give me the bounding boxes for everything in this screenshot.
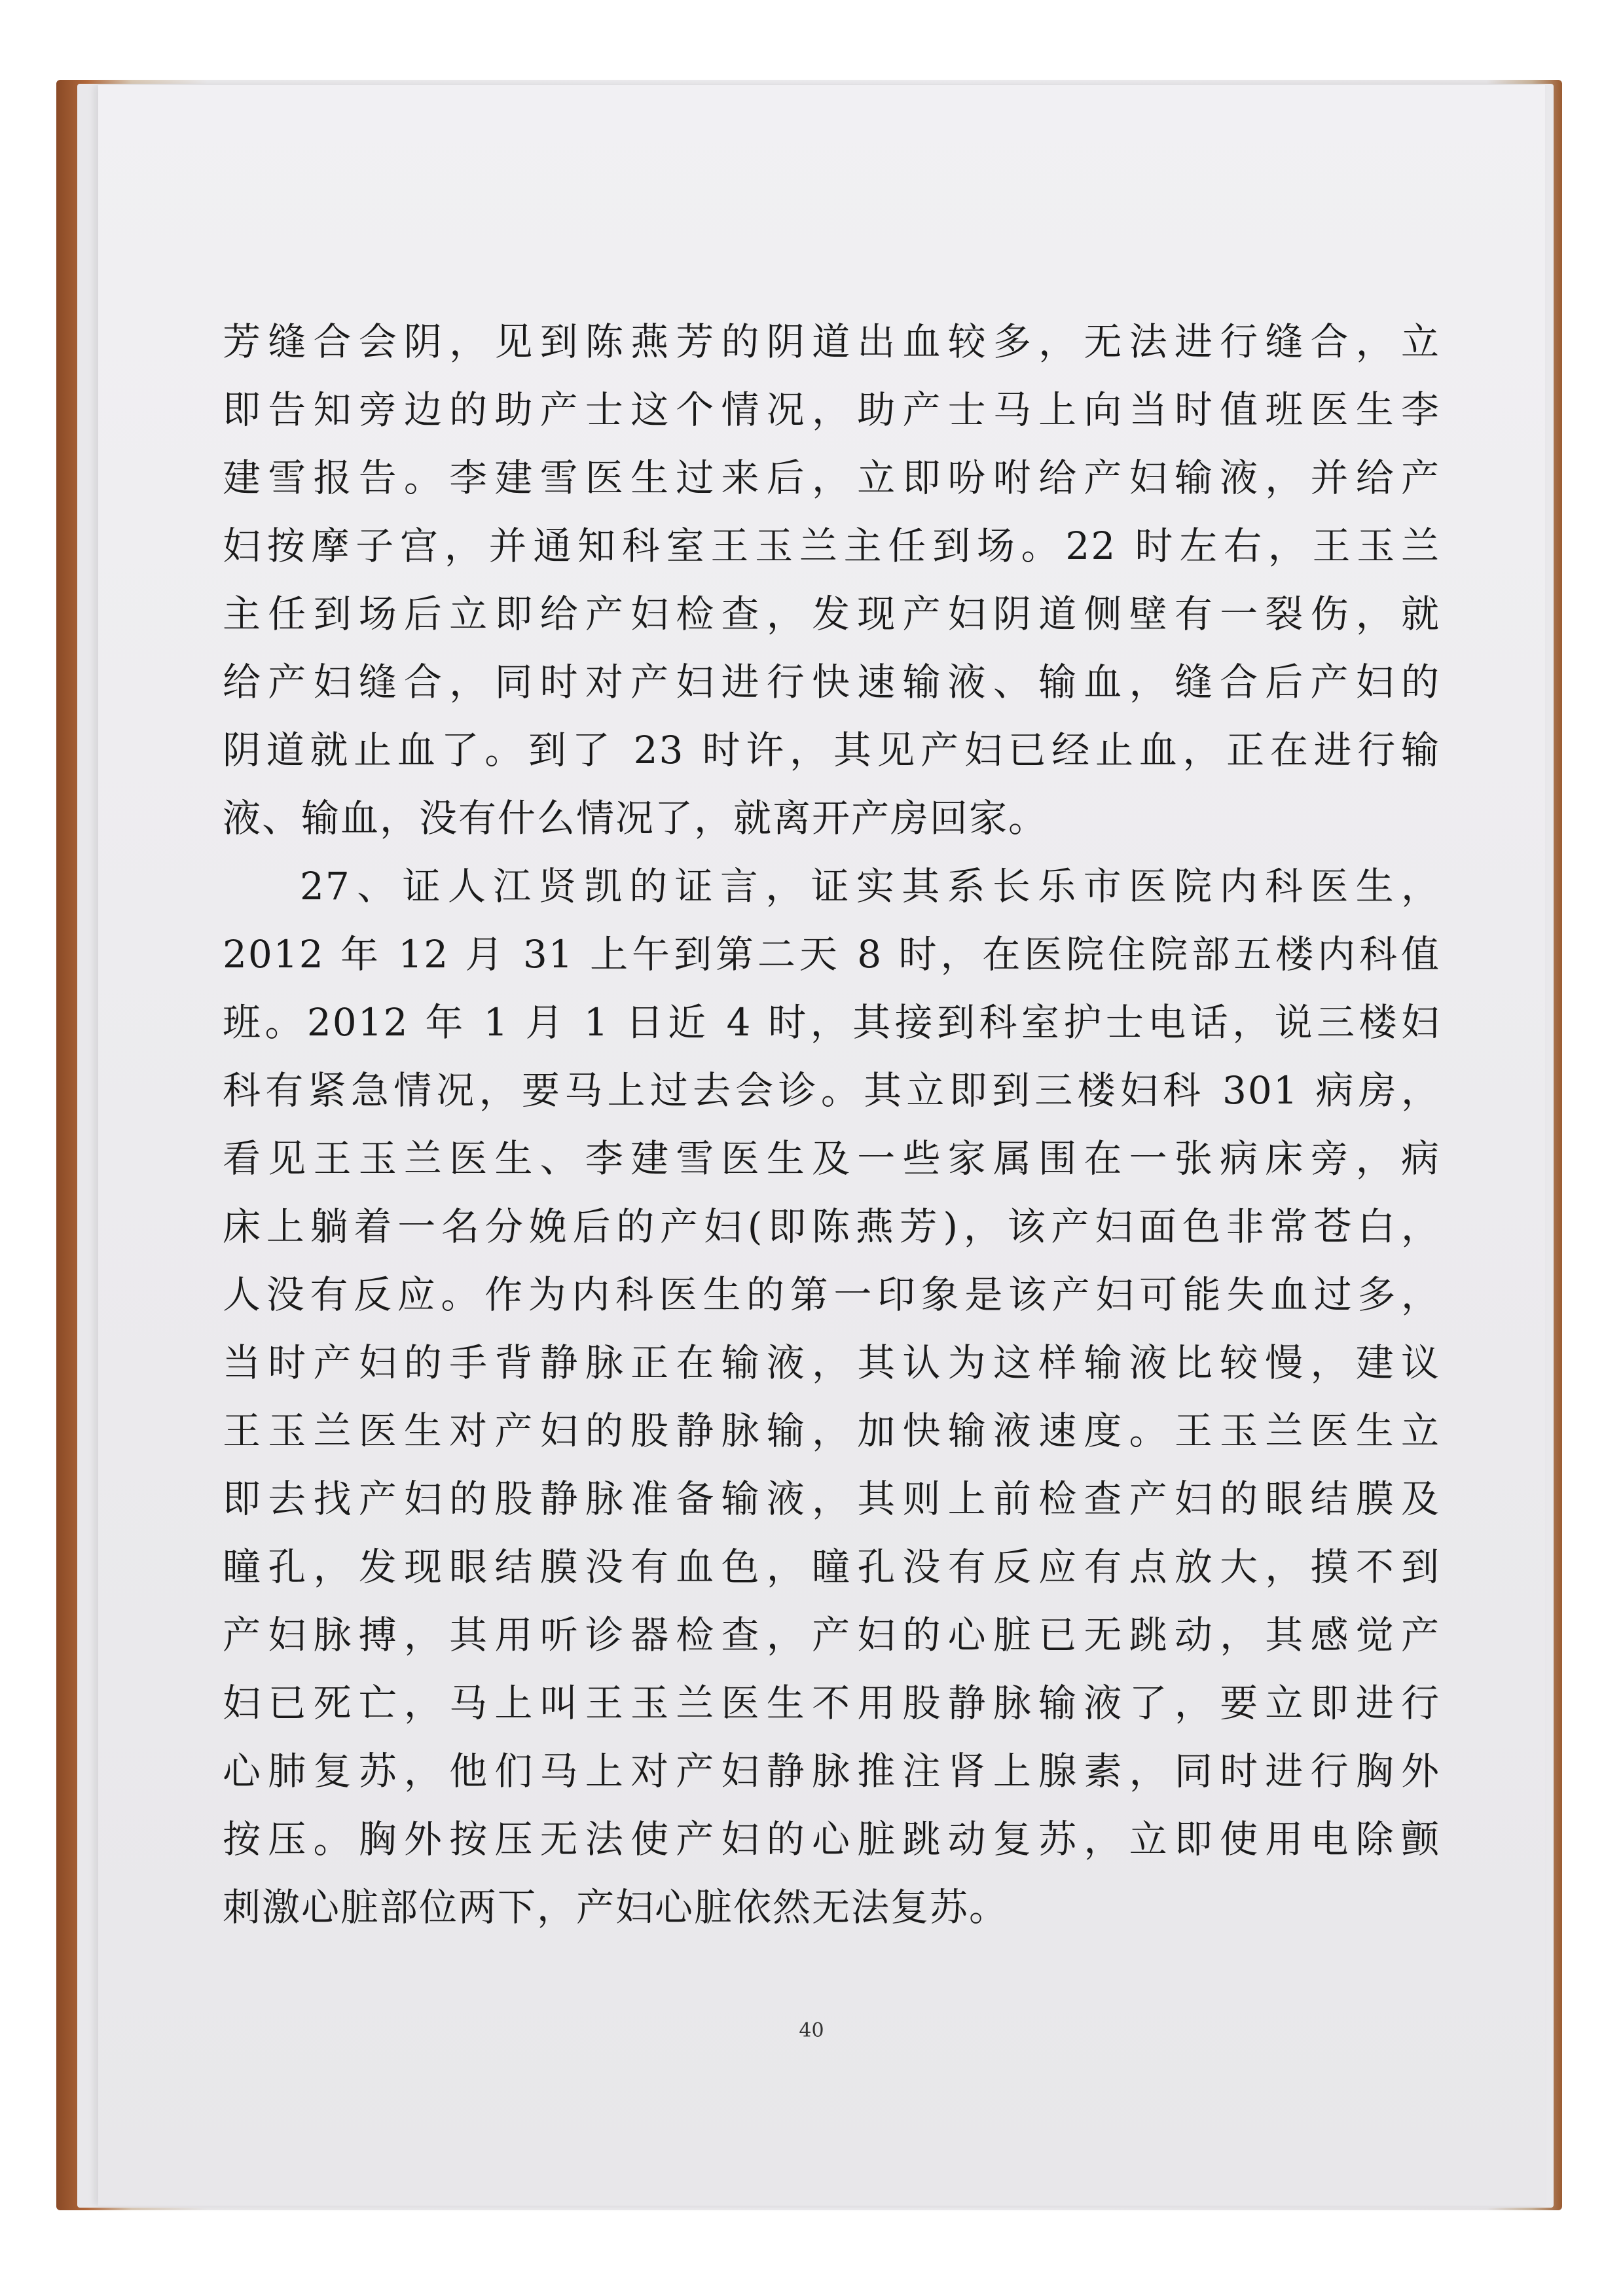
text-line: 看见王玉兰医生、李建雪医生及一些家属围在一张病床旁，病 (223, 1136, 1440, 1181)
text-line: 妇已死亡，马上叫王玉兰医生不用股静脉输液了，要立即进行 (223, 1681, 1440, 1725)
text-line: 班。2012 年 1 月 1 日近 4 时，其接到科室护士电话，说三楼妇 (223, 1000, 1440, 1045)
text-line: 按压。胸外按压无法使产妇的心脏跳动复苏，立即使用电除颤 (223, 1817, 1440, 1861)
text-line: 刺激心脏部位两下，产妇心脏依然无法复苏。 (223, 1885, 1009, 1929)
page-number: 40 (799, 2019, 824, 2042)
text-line: 科有紧急情况，要马上过去会诊。其立即到三楼妇科 301 病房， (223, 1068, 1440, 1113)
text-line: 即告知旁边的助产士这个情况，助产士马上向当时值班医生李 (223, 387, 1440, 432)
paragraph-start-line: 27、证人江贤凯的证言，证实其系长乐市医院内科医生， (300, 864, 1440, 908)
text-line: 妇按摩子宫，并通知科室王玉兰主任到场。22 时左右，王玉兰 (223, 524, 1440, 568)
text-line: 床上躺着一名分娩后的产妇(即陈燕芳)，该产妇面色非常苍白， (223, 1204, 1440, 1249)
text-line: 产妇脉搏，其用听诊器检查，产妇的心脏已无跳动，其感觉产 (223, 1613, 1440, 1657)
text-line: 即去找产妇的股静脉准备输液，其则上前检查产妇的眼结膜及 (223, 1477, 1440, 1521)
text-line: 芳缝合会阴，见到陈燕芳的阴道出血较多，无法进行缝合，立 (223, 319, 1440, 364)
text-line: 2012 年 12 月 31 上午到第二天 8 时，在医院住院部五楼内科值 (223, 932, 1440, 977)
text-line: 瞳孔，发现眼结膜没有血色，瞳孔没有反应有点放大，摸不到 (223, 1545, 1440, 1589)
text-line: 液、输血，没有什么情况了，就离开产房回家。 (223, 796, 1048, 840)
body-text (223, 308, 1440, 1941)
text-line: 建雪报告。李建雪医生过来后，立即吩咐给产妇输液，并给产 (223, 456, 1440, 500)
text-line: 阴道就止血了。到了 23 时许，其见产妇已经止血，正在进行输 (223, 728, 1440, 772)
text-line: 王玉兰医生对产妇的股静脉输，加快输液速度。王玉兰医生立 (223, 1408, 1440, 1453)
text-line: 当时产妇的手背静脉正在输液，其认为这样输液比较慢，建议 (223, 1340, 1440, 1385)
text-line: 人没有反应。作为内科医生的第一印象是该产妇可能失血过多， (223, 1272, 1440, 1317)
text-line: 给产妇缝合，同时对产妇进行快速输液、输血，缝合后产妇的 (223, 660, 1440, 704)
text-line: 心肺复苏，他们马上对产妇静脉推注肾上腺素，同时进行胸外 (223, 1749, 1440, 1793)
text-line: 主任到场后立即给产妇检查，发现产妇阴道侧壁有一裂伤，就 (223, 592, 1440, 636)
